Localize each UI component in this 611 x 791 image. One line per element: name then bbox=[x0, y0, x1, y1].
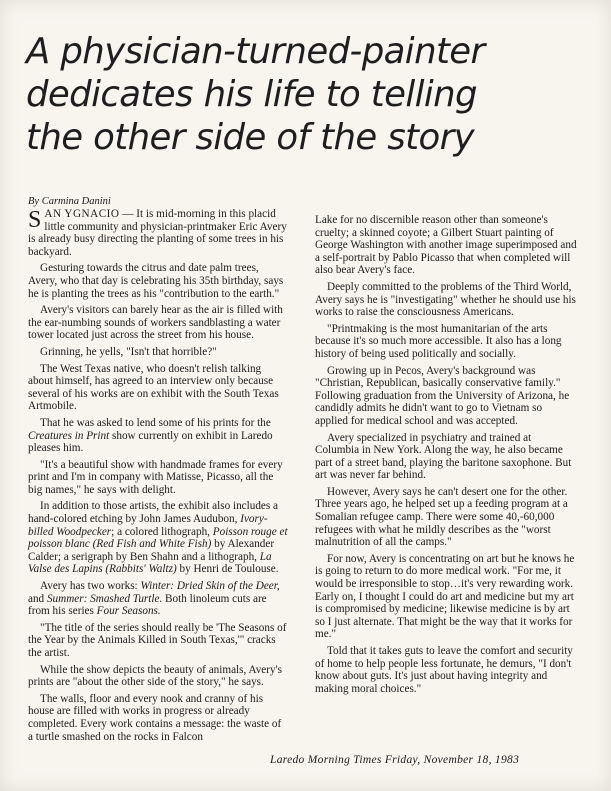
series-title: Four Seasons. bbox=[96, 605, 161, 618]
artwork-title: Poisson rouge et poisson blanc (Red Fish and White Fish) bbox=[28, 525, 288, 551]
text-run: by Alexander Calder; a serigraph by Ben Shahn and a lithograph, bbox=[28, 538, 275, 563]
paragraph: The walls, floor and every nook and cranny of his house are filled with works in progress or already completed. Every work contains a message: the waste of a turtle smashed on the rocks in Falcon bbox=[28, 692, 282, 743]
paragraph: Lake for no discernible reason other than someone's cruelty; a skinned coyote; a Gilbert Stuart painting of George Washington with another image superimposed and a self-portrait by Pablo Picasso that when completed will also bear Avery's face. bbox=[315, 214, 577, 277]
paragraph: The West Texas native, who doesn't relish talking about himself, has agreed to an interview only because several of his works are on exhibit with the South Texas Artmobile. bbox=[28, 362, 279, 413]
paragraph: Avery's visitors can barely hear as the air is filled with the ear-numbing sounds of workers sandblasting a water tower located just across the street from his house. bbox=[28, 304, 283, 342]
text-run: show currently on exhibit in Laredo pleases him. bbox=[28, 429, 273, 455]
paragraph bbox=[28, 500, 288, 576]
paragraph bbox=[28, 417, 288, 455]
text-run: ; a colored lithograph, bbox=[111, 525, 213, 538]
paragraph: "It's a beautiful show with handmade frames for every print and I'm in company with Matisse, Picasso, all the big names," he says with delight. bbox=[28, 458, 283, 496]
article-column-left bbox=[28, 208, 288, 747]
article-column-right bbox=[315, 214, 577, 699]
paragraph: Gesturing towards the citrus and date palm trees, Avery, who that day is celebrating his 35th birthday, says he is planting the trees as his "contribution to the earth." bbox=[28, 262, 284, 300]
headline bbox=[26, 30, 596, 159]
headline-line-3: the other side of the story bbox=[26, 117, 475, 158]
paragraph: For now, Avery is concentrating on art but he knows he is going to return to do more medical work. "For me, it would be irresponsible to stop…it's very rewarding work. Early on, I thought I could do art and medicine but my art is compromised by medicine; likewise medicine is by art so I just alternate. That might be the way that it works for me." bbox=[315, 552, 575, 641]
text-run: Both linoleum cuts are from his series bbox=[28, 592, 267, 618]
text-run: and bbox=[28, 592, 47, 605]
exhibit-title: Creatures in Print bbox=[28, 429, 110, 442]
lead-paragraph bbox=[28, 208, 288, 258]
headline-line-2: dedicates his life to telling bbox=[26, 74, 477, 115]
lead-caps: AN YGNACIO bbox=[44, 208, 120, 220]
paragraph: Told that it takes guts to leave the comfort and security of home to help people less fortunate, he demurs, "I don't know about guts. It's just about having integrity and making moral choices." bbox=[315, 645, 573, 695]
drop-cap: S bbox=[28, 207, 42, 233]
text-run: Avery has two works: bbox=[40, 580, 141, 593]
paragraph: "Printmaking is the most humanitarian of the arts because it's so much more accessible. It also has a long history of being used politically and socially. bbox=[315, 322, 562, 360]
headline-line-1: A physician-turned-painter bbox=[26, 31, 485, 72]
paragraph: Grinning, he yells, "Isn't that horrible?" bbox=[40, 345, 217, 358]
artwork-title: Winter: Dried Skin of the Deer, bbox=[140, 580, 280, 593]
paragraph: While the show depicts the beauty of animals, Avery's prints are "about the other side of the story," he says. bbox=[28, 663, 282, 689]
artwork-title: Ivory-billed Woodpecker bbox=[28, 513, 268, 538]
artwork-title: Summer: Smashed Turtle. bbox=[46, 592, 163, 605]
text-run: by Henri de Toulouse. bbox=[176, 563, 279, 576]
paragraph: "The title of the series should really be 'The Seasons of the Year by the Animals Killed in South Texas,'" cracks the artist. bbox=[28, 621, 287, 659]
lead-text: — It is mid-morning in this placid little community and physician-printmaker Eric Avery is already busy directing the planting of some trees in his backyard. bbox=[28, 208, 287, 258]
text-run: In addition to those artists, the exhibit also includes a hand-colored etching by John James Audubon, bbox=[28, 500, 279, 526]
byline: By Carmina Danini bbox=[28, 196, 111, 207]
artwork-title: La Valse des Lapins (Rabbits' Waltz) bbox=[28, 550, 272, 576]
text-run: That he was asked to lend some of his prints for the bbox=[40, 416, 271, 429]
paragraph: Avery specialized in psychiatry and trained at Columbia in New York. Along the way, he also became part of a street band, playing the baritone saxophone. But art was never far behind. bbox=[315, 431, 572, 482]
paragraph: However, Avery says he can't desert one for the other. Three years ago, he helped set up a feeding program at a Somalian refugee camp. There were some 40,-60,000 refugees with what he mildly describes as the "worst malnutrition of all the camps." bbox=[315, 485, 568, 549]
publication-footer: Laredo Morning Times Friday, November 18, 1983 bbox=[270, 754, 520, 766]
paragraph bbox=[28, 580, 288, 618]
paragraph: Growing up in Pecos, Avery's background was "Christian, Republican, basically conservative family." Following graduation from the University of Arizona, he candidly admits he didn't want to go to Vietnam so applied for medical school and was accepted. bbox=[315, 364, 570, 427]
paragraph: Deeply committed to the problems of the Third World, Avery says he is "investigating" whether he should use his works to raise the consciousness Americans. bbox=[315, 280, 576, 319]
